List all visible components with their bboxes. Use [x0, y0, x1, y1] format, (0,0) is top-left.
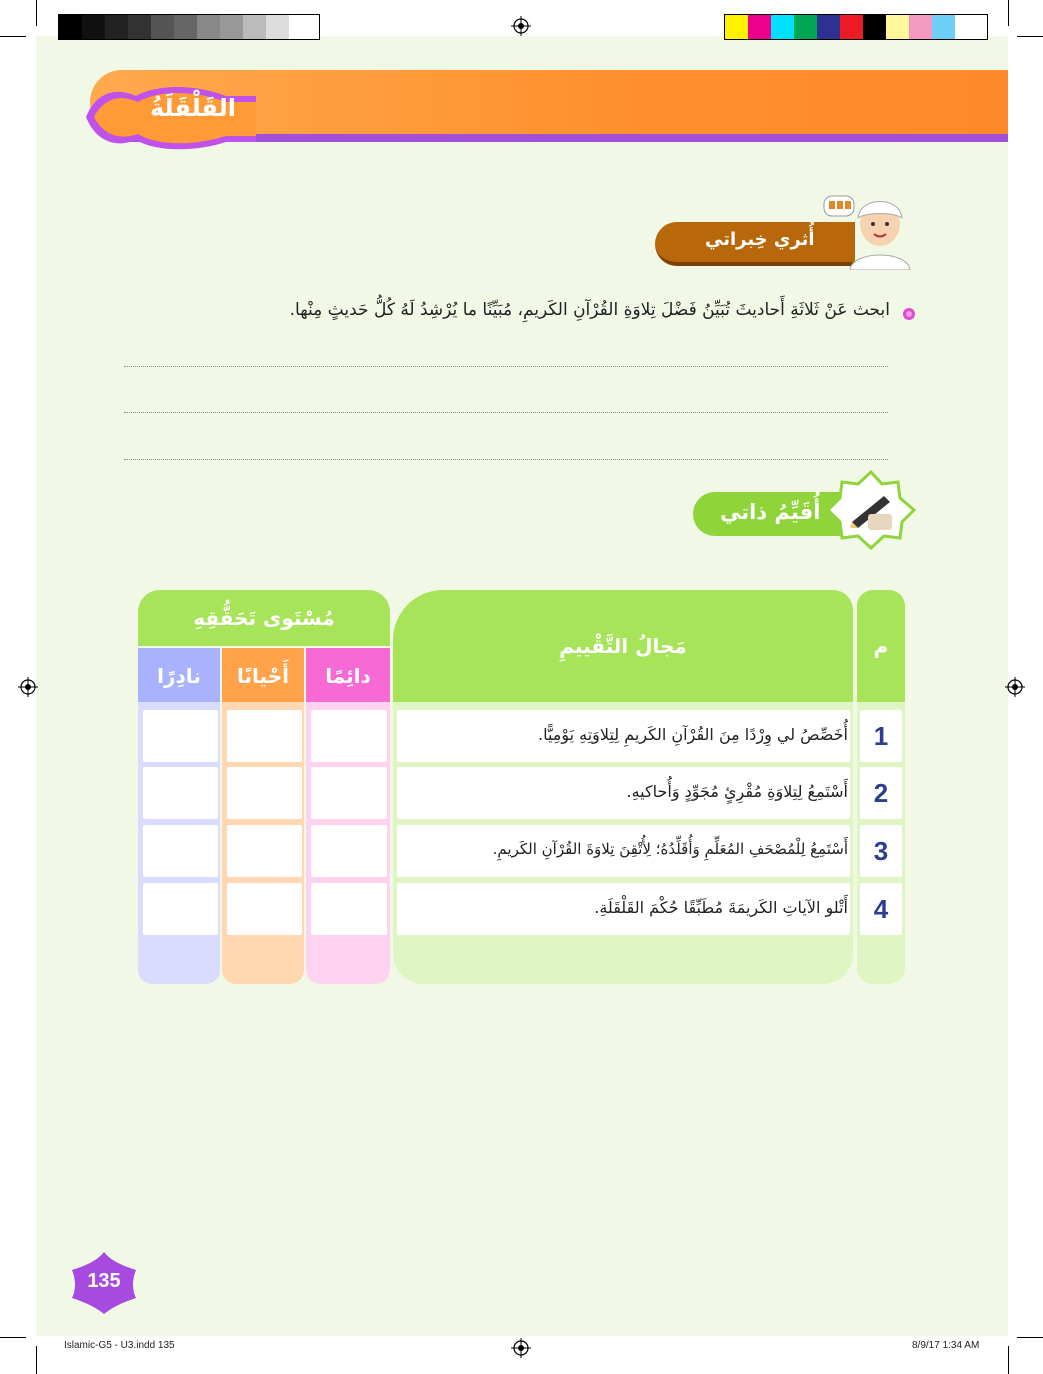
crop-mark — [1017, 1337, 1043, 1338]
checkbox-sometimes[interactable] — [227, 825, 302, 877]
registration-mark-right — [1005, 677, 1025, 697]
registration-mark-top — [511, 16, 531, 36]
checkbox-always[interactable] — [311, 825, 387, 877]
page-number: 135 — [87, 1270, 121, 1292]
row-number: 4 — [873, 894, 889, 924]
level-label-sometimes: أَحْيانًا — [237, 664, 289, 688]
crop-mark — [1017, 36, 1043, 37]
checkbox-sometimes[interactable] — [227, 767, 302, 819]
row-number: 1 — [873, 721, 889, 751]
checkbox-rarely[interactable] — [143, 767, 218, 819]
crop-mark — [36, 1346, 37, 1374]
checkbox-sometimes[interactable] — [227, 883, 302, 935]
row-text: أَسْتَمِعُ لِتِلاوَةِ مُقْرِئٍ مُجَوِّدٍ وَأُحاكيهِ. — [626, 782, 848, 801]
crop-mark — [1008, 0, 1009, 26]
checkbox-rarely[interactable] — [143, 710, 218, 762]
footer-file-name: Islamic-G5 - U3.indd 135 — [64, 1340, 175, 1351]
answer-line-2[interactable] — [124, 412, 888, 413]
grayscale-bar — [58, 14, 320, 40]
checkbox-rarely[interactable] — [143, 883, 218, 935]
row-text: أُخَصِّصُ لي وِرْدًا مِنَ القُرْآنِ الكَريمِ لِتِلاوَتِهِ يَوْمِيًّا. — [537, 725, 848, 744]
lesson-title: القَلْقَلَةُ — [150, 94, 236, 122]
crop-mark — [0, 36, 26, 37]
student-avatar-icon — [820, 190, 920, 270]
field-header-text: مَجالُ التَّقْييمِ — [559, 634, 687, 658]
self-assessment-label: أُقَيِّمُ ذاتي — [720, 500, 821, 524]
level-label-rarely: نادِرًا — [157, 664, 201, 688]
answer-line-3[interactable] — [124, 459, 888, 460]
instruction-text: ابحث عَنْ ثَلاثَةِ أَحاديثَ تُبَيِّنُ فَضْلَ تِلاوَةِ القُرْآنِ الكَريمِ، مُبَيِّنًا ما يُرْشِدُ لَهُ كُلُّ حَديثٍ مِنْها. — [289, 300, 890, 320]
answer-line-1[interactable] — [124, 366, 888, 367]
checkbox-always[interactable] — [311, 883, 387, 935]
checkbox-rarely[interactable] — [143, 825, 218, 877]
level-header-text: مُسْتَوى تَحَقُّقِهِ — [193, 606, 335, 630]
level-label-always: دائِمًا — [325, 664, 371, 688]
bullet-icon — [902, 307, 916, 321]
footer-date: 8/9/17 1:34 AM — [912, 1340, 980, 1351]
row-text: أَتْلو الآياتِ الكَريمَةَ مُطَبِّقًا حُكْمَ القَلْقَلَةِ. — [594, 898, 848, 917]
crop-mark — [1008, 1346, 1009, 1374]
row-number: 2 — [873, 778, 889, 808]
registration-mark-bottom — [511, 1338, 531, 1358]
row-number: 3 — [873, 836, 889, 866]
crop-mark — [36, 0, 37, 26]
enrich-label: أُثري خِبراتي — [705, 229, 815, 250]
checkbox-sometimes[interactable] — [227, 710, 302, 762]
crop-mark — [0, 1337, 26, 1338]
checkbox-always[interactable] — [311, 767, 387, 819]
color-bar — [724, 14, 988, 40]
registration-mark-left — [18, 677, 38, 697]
row-text: أَسْتَمِعُ لِلْمُصْحَفِ المُعَلِّمِ وَأُقَلِّدُهُ؛ لِأُتْقِنَ تِلاوَةَ القُرْآنِ الكَريمِ. — [492, 840, 848, 858]
checkbox-always[interactable] — [311, 710, 387, 762]
number-header-text: م — [873, 634, 889, 658]
pen-star-icon — [822, 470, 920, 552]
